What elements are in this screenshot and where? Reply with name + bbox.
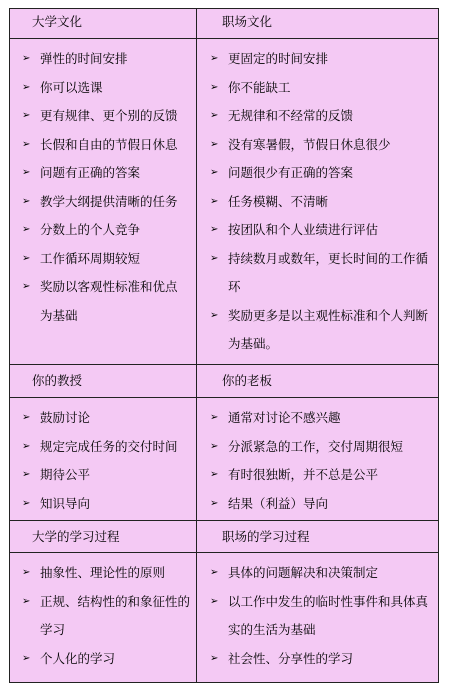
list-item: ➢ 个人化的学习 (22, 645, 194, 674)
list-item: ➢ 通常对讨论不感兴趣 (210, 404, 434, 433)
comparison-table (9, 8, 439, 683)
header-boss: 你的老板 (222, 373, 273, 388)
workplace-culture-list (210, 45, 434, 359)
header-workplace-learning: 职场的学习过程 (222, 529, 310, 544)
professor-list (22, 404, 194, 518)
list-item: ➢ 以工作中发生的临时性事件和具体真实的生活为基础 (210, 588, 434, 645)
list-item: ➢ 抽象性、理论性的原则 (22, 559, 194, 588)
arrow-bullet-icon: ➢ (22, 652, 31, 664)
list-item: ➢ 期待公平 (22, 461, 194, 490)
arrow-bullet-icon: ➢ (210, 567, 219, 578)
arrow-bullet-icon: ➢ (210, 595, 219, 607)
arrow-bullet-icon: ➢ (22, 412, 31, 423)
list-item: ➢ 规定完成任务的交付时间 (22, 433, 194, 462)
list-item: ➢ 分派紧急的工作，交付周期很短 (210, 433, 434, 462)
arrow-bullet-icon: ➢ (22, 567, 31, 578)
arrow-bullet-icon: ➢ (210, 81, 219, 93)
arrow-bullet-icon: ➢ (22, 281, 31, 292)
list-item: ➢ 问题有正确的答案 (22, 159, 194, 188)
arrow-bullet-icon: ➢ (22, 167, 31, 178)
arrow-bullet-icon: ➢ (210, 138, 219, 150)
arrow-bullet-icon: ➢ (210, 652, 219, 664)
arrow-bullet-icon: ➢ (22, 81, 31, 93)
arrow-bullet-icon: ➢ (22, 440, 31, 452)
list-item: ➢ 更有规律、更个别的反馈 (22, 102, 194, 131)
arrow-bullet-icon: ➢ (22, 252, 31, 264)
university-learning-list (22, 559, 194, 673)
arrow-bullet-icon: ➢ (210, 497, 219, 509)
header-workplace-culture: 职场文化 (222, 14, 273, 29)
header-university-culture: 大学文化 (32, 14, 83, 29)
list-item: ➢ 按团队和个人业绩进行评估 (210, 216, 434, 245)
university-culture-list (22, 45, 194, 330)
row-divider (10, 520, 438, 521)
arrow-bullet-icon: ➢ (22, 497, 31, 509)
list-item: ➢ 奖励以客观性标准和优点为基础 (22, 273, 180, 330)
arrow-bullet-icon: ➢ (210, 224, 219, 235)
list-item: ➢ 更固定的时间安排 (210, 45, 434, 74)
arrow-bullet-icon: ➢ (22, 195, 31, 207)
row-divider (10, 38, 438, 39)
arrow-bullet-icon: ➢ (22, 138, 31, 150)
list-item: ➢ 正规、结构性的和象征性的学习 (22, 588, 194, 645)
header-professor: 你的教授 (32, 373, 83, 388)
arrow-bullet-icon: ➢ (210, 110, 219, 121)
row-divider (10, 552, 438, 553)
list-item: ➢ 持续数月或数年，更长时间的工作循环 (210, 245, 434, 302)
arrow-bullet-icon: ➢ (22, 595, 31, 607)
list-item: ➢ 你可以选课 (22, 74, 194, 103)
column-divider (196, 9, 197, 682)
arrow-bullet-icon: ➢ (210, 252, 219, 264)
list-item: ➢ 有时很独断，并不总是公平 (210, 461, 434, 490)
list-item: ➢ 社会性、分享性的学习 (210, 645, 434, 674)
arrow-bullet-icon: ➢ (22, 224, 31, 235)
arrow-bullet-icon: ➢ (210, 412, 219, 423)
list-item: ➢ 鼓励讨论 (22, 404, 194, 433)
row-divider (10, 364, 438, 365)
arrow-bullet-icon: ➢ (210, 167, 219, 178)
list-item: ➢ 知识导向 (22, 490, 194, 519)
list-item: ➢ 你不能缺工 (210, 74, 434, 103)
arrow-bullet-icon: ➢ (210, 195, 219, 207)
list-item: ➢ 分数上的个人竞争 (22, 216, 194, 245)
list-item: ➢ 无规律和不经常的反馈 (210, 102, 434, 131)
arrow-bullet-icon: ➢ (210, 309, 219, 321)
list-item: ➢ 问题很少有正确的答案 (210, 159, 434, 188)
list-item: ➢ 教学大纲提供清晰的任务 (22, 188, 194, 217)
arrow-bullet-icon: ➢ (210, 53, 219, 64)
arrow-bullet-icon: ➢ (22, 110, 31, 121)
arrow-bullet-icon: ➢ (210, 469, 219, 480)
list-item: ➢ 奖励更多是以主观性标准和个人判断为基础。 (210, 302, 434, 359)
list-item: ➢ 具体的问题解决和决策制定 (210, 559, 434, 588)
arrow-bullet-icon: ➢ (22, 469, 31, 480)
row-divider (10, 397, 438, 398)
list-item: ➢ 工作循环周期较短 (22, 245, 194, 274)
list-item: ➢ 结果（利益）导向 (210, 490, 434, 519)
list-item: ➢ 长假和自由的节假日休息 (22, 131, 194, 160)
list-item: ➢ 没有寒暑假，节假日休息很少 (210, 131, 434, 160)
header-university-learning: 大学的学习过程 (32, 529, 120, 544)
list-item: ➢ 任务模糊、不清晰 (210, 188, 434, 217)
list-item: ➢ 弹性的时间安排 (22, 45, 194, 74)
arrow-bullet-icon: ➢ (210, 440, 219, 452)
workplace-learning-list (210, 559, 434, 673)
arrow-bullet-icon: ➢ (22, 53, 31, 64)
boss-list (210, 404, 434, 518)
